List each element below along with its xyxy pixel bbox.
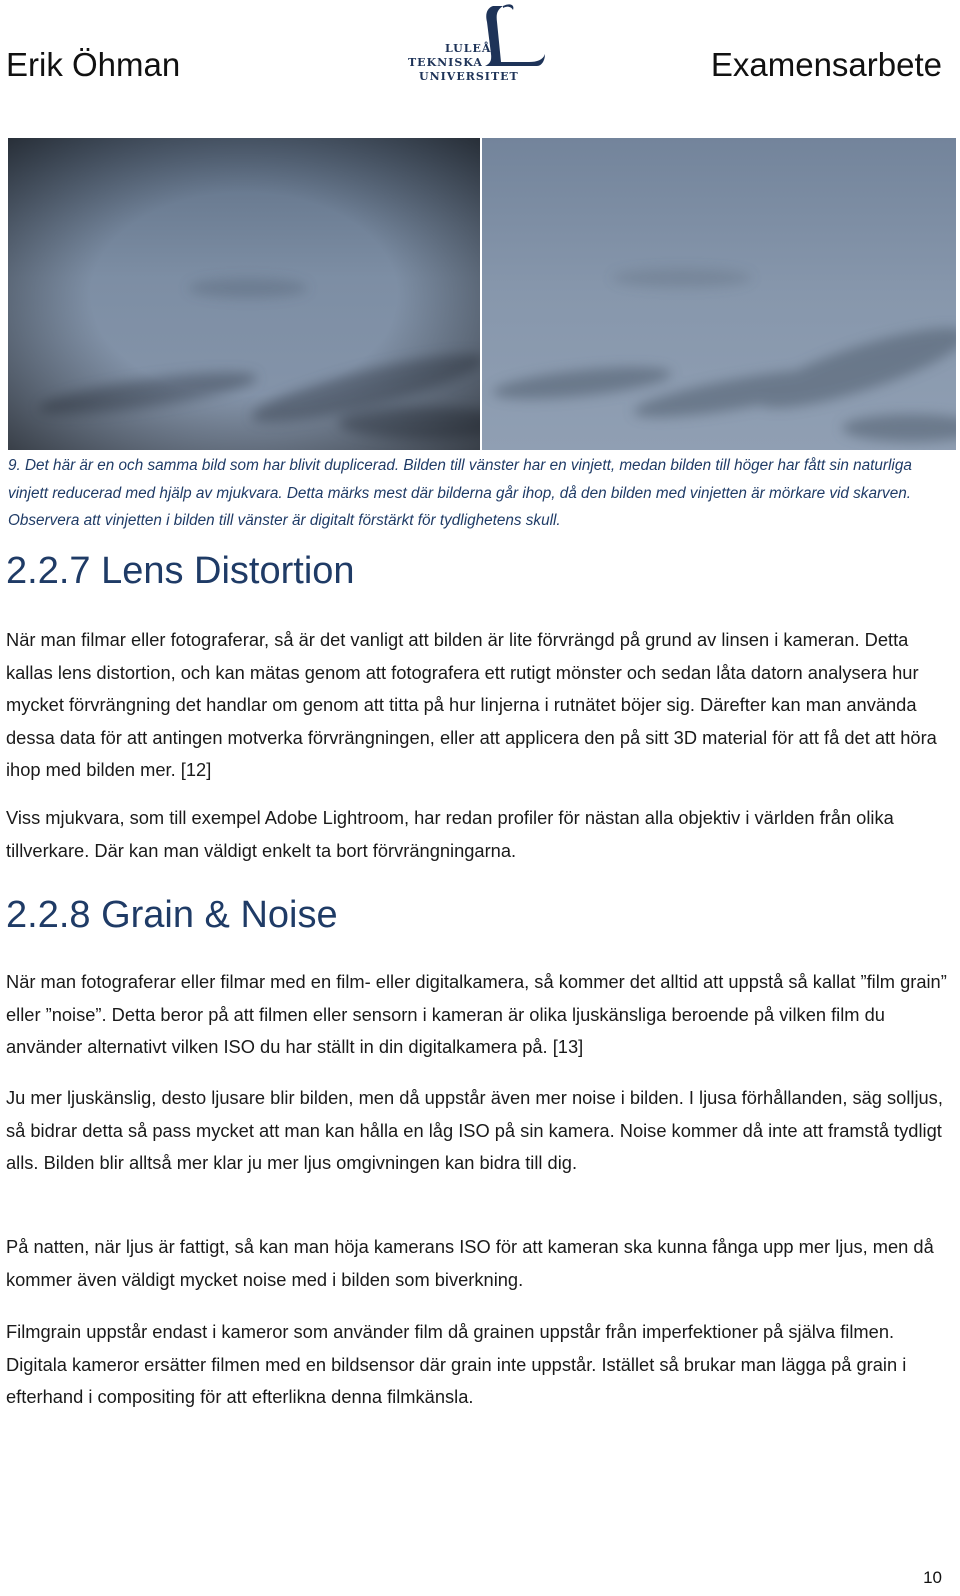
sky-photo-corrected — [482, 138, 956, 450]
page-number: 10 — [923, 1568, 942, 1587]
logo-text-tekniska: TEKNISKA — [408, 56, 483, 69]
header-author: Erik Öhman — [6, 46, 181, 83]
grain-noise-paragraph-3: På natten, när ljus är fattigt, så kan man höja kamerans ISO för att kameran ska kunna fånga upp mer ljus, men då kommer även väldigt mycket noise med i bilden som biverkning. — [6, 1236, 934, 1290]
grain-noise-paragraph-4: Filmgrain uppstår endast i kameror som använder film då grainen uppstår från imperfektioner på själva filmen. Digitala kameror ersätter filmen med en bildsensor där grain inte uppstår. Istället så brukar man lägga på grain i efterhand i compositing för att efterlikna denna filmkänsla. — [6, 1321, 907, 1407]
lens-distortion-paragraph-2: Viss mjukvara, som till exempel Adobe Lightroom, har redan profiler för nästan alla objektiv i världen från olika tillverkare. Där kan man väldigt enkelt ta bort förvrängningarna. — [6, 807, 894, 861]
section-heading-grain-noise: 2.2.8 Grain & Noise — [6, 894, 338, 936]
university-logo — [405, 2, 555, 84]
grain-noise-paragraph-1: När man fotograferar eller filmar med en film- eller digitalkamera, så kommer det alltid att uppstå så kallat ”film grain” eller ”noise”. Detta beror på att filmen eller sensorn i kameran är olika ljuskänsliga beroende på vilken film du använder alternativt vilken ISO du har ställt in din digitalkamera på. [13] — [6, 971, 947, 1057]
logo-text-universitet: UNIVERSITET — [419, 70, 519, 83]
grain-noise-paragraph-2: Ju mer ljuskänslig, desto ljusare blir bilden, men då uppstår även mer noise i bilden. I ljusa förhållanden, säg solljus, så bidrar detta så pass mycket att man kan hålla en låg ISO på sin kamera. Noise kommer då inte att framstå tydligt alls. Bilden blir alltså mer klar ju mer ljus omgivningen kan bidra till dig. — [6, 1087, 943, 1173]
section-heading-lens-distortion: 2.2.7 Lens Distortion — [6, 550, 355, 592]
logo-text-lulea: LULEÅ — [445, 42, 492, 55]
lens-distortion-paragraph-1: När man filmar eller fotograferar, så är det vanligt att bilden är lite förvrängd på grund av linsen i kameran. Detta kallas lens distortion, och kan mätas genom att fotografera ett rutigt mönster och sedan låta datorn analysera hur mycket förvrängning det handlar om genom att titta på hur linjerna i rutnätet böjer sig. Därefter kan man använda dessa data för att antingen motverka förvrängningen, eller att applicera den på sitt 3D material för att få det att höra ihop med bilden mer. [12] — [6, 629, 937, 780]
figure-caption: 9. Det här är en och samma bild som har blivit duplicerad. Bilden till vänster har en vinjett, medan bilden till höger har fått sin naturliga vinjett reducerad med hjälp av mjukvara. Detta märks mest där bilderna går ihop, då den bilden med vinjetten är mörkare vid skarven. Observera att vinjetten i bilden till vänster är digitalt förstärkt för tydlighetens skull. — [8, 457, 912, 529]
header-doc-type: Examensarbete — [710, 46, 942, 83]
sky-photo-vignette — [8, 138, 480, 450]
figure-sky-comparison — [8, 138, 956, 450]
